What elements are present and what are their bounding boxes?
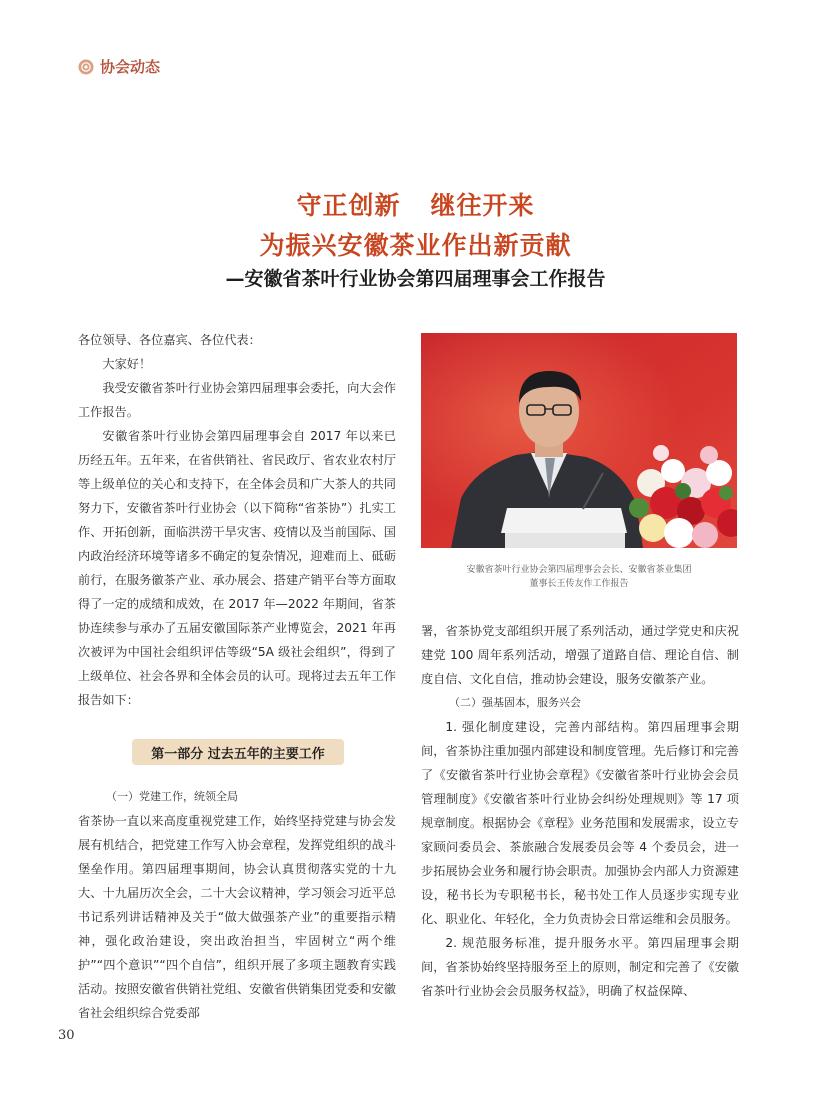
speaker-photo: [421, 333, 737, 548]
salutation: 各位领导、各位嘉宾、各位代表：: [78, 333, 261, 347]
photo-caption: [421, 563, 737, 591]
paragraph: 省茶协一直以来高度重视党建工作，始终坚持党建与协会发展有机结合，把党建工作写入协会章程，发挥党组织的战斗堡垒作用。第四届理事期间，协会认真贯彻落实党的十九大、十九届历次全会，二十大会议精神，学习领会习近平总书记系列讲话精神及关于“做大做强茶产业”的重要指示精神，强化政治建设，突出政治担当，牢固树立“两个维护”“四个意识”“四个自信”，组织开展了多项主题教育实践活动。按照安徽省供销社党组、安徽省供销集团党委和安徽省社会组织综合党委部: [78, 814, 396, 1020]
speaker-illustration: [421, 333, 737, 548]
paragraph: 1. 强化制度建设，完善内部结构。第四届理事会期间，省茶协注重加强内部建设和制度管理。先后修订和完善了《安徽省茶叶行业协会章程》《安徽省茶叶行业协会会员管理制度》《安徽省茶叶行业协会纠纷处理规则》等 17 项规章制度。根据协会《章程》业务范围和发展需求，设立专家顾问委员会、茶旅融合发展委员会等 4 个委员会，进一步拓展协会业务和履行协会职责。加强协会内部人力资源建设，秘书长为专职秘书长，秘书处工作人员逐步实现专业化、职业化、年轻化，全力负责协会日常运维和会员服务。: [421, 720, 739, 926]
title-part-a: 守正创新: [296, 191, 401, 220]
ornament-circle-icon: [78, 59, 94, 75]
section-tag: [78, 56, 160, 77]
article-title-line2: 为振兴安徽茶业作出新贡献: [259, 231, 572, 260]
caption-line: 董事长王传友作工作报告: [529, 579, 629, 589]
paragraph: 我受安徽省茶叶行业协会第四届理事会委托，向大会作工作报告。: [78, 381, 396, 419]
paragraph: 署，省茶协党支部组织开展了系列活动，通过学党史和庆祝建党 100 周年系列活动，增强了道路自信、理论自信、制度自信、文化自信，推动协会建设，服务安徽茶产业。: [421, 624, 739, 686]
paragraph: 安徽省茶叶行业协会第四届理事会自 2017 年以来已历经五年。五年来，在省供销社、省民政厅、省农业农村厅等上级单位的关心和支持下，在全体会员和广大茶人的共同努力下，安徽省茶叶行业协会（以下简称“省茶协”）扎实工作、开拓创新，面临洪涝干旱灾害、疫情以及当前国际、国内政治经济环境等诸多不确定的复杂情况，迎难而上、砥砺前行，在服务徽茶产业、承办展会、搭建产销平台等方面取得了一定的成绩和成效，在 2017 年—2022 年期间，省茶协连续参与承办了五届安徽国际茶产业博览会，2021 年再次被评为中国社会组织评估等级“5A 级社会组织”，得到了上级单位、社会各界和全体会员的认可。现将过去五年工作报告如下：: [78, 429, 396, 707]
caption-line: 安徽省茶叶行业协会第四届理事会会长、安徽省茶业集团: [466, 565, 692, 575]
paragraph: 2. 规范服务标准，提升服务水平。第四届理事会期间，省茶协始终坚持服务至上的原则，制定和完善了《安徽省茶叶行业协会会员服务权益》，明确了权益保障、: [421, 936, 739, 998]
left-column-section: [78, 785, 396, 1025]
article-subtitle: —安徽省茶叶行业协会第四届理事会工作报告: [225, 268, 606, 290]
article-title-line1: [0, 186, 831, 222]
subheading: （一）党建工作，统领全局: [106, 790, 238, 803]
greeting: 大家好！: [102, 357, 152, 371]
page-number: 30: [58, 1028, 75, 1043]
title-part-b: 继往开来: [430, 191, 535, 220]
right-column: [421, 619, 739, 1003]
section-heading: 第一部分 过去五年的主要工作: [132, 739, 344, 765]
subheading: （二）强基固本，服务兴会: [449, 696, 581, 709]
section-label: 协会动态: [100, 58, 161, 76]
left-column-intro: [78, 328, 396, 712]
